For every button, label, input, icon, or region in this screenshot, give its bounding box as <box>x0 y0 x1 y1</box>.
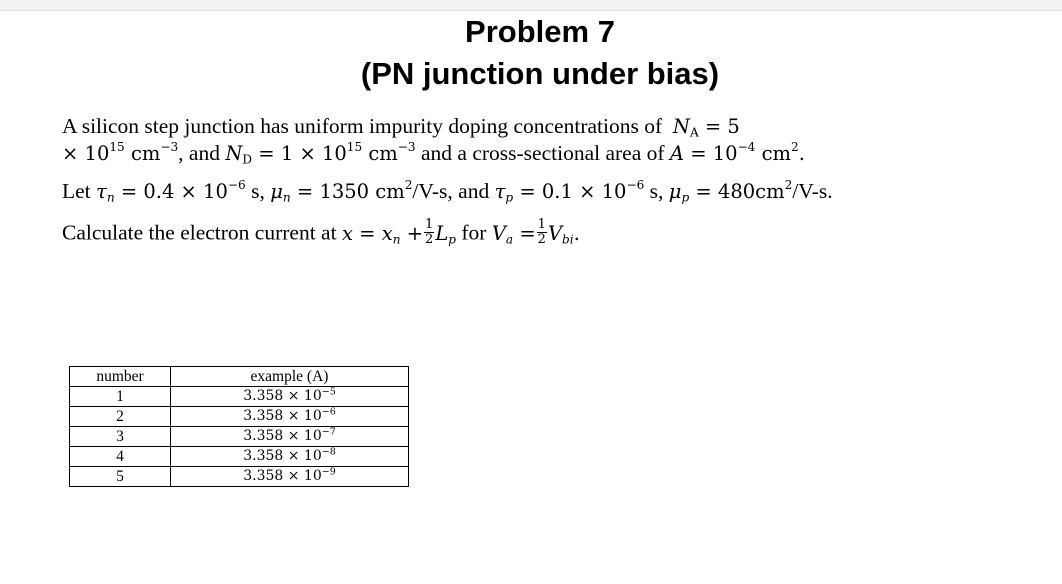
example-results-table <box>69 366 409 487</box>
problem-line-3: Let $\tau_n = 0.4 \times 10^{-6}$ s, $\mu_n = 1350$ $cm^2/V-s$, and $\tau_p = 0.1 \times 10^{-6}$ s, $\mu_p = 480cm^2/V-s$. <box>62 177 833 205</box>
row-value: $3.358 \times 10^{-7}$ <box>171 427 409 447</box>
problem-line-2: × $10^{15}$ $cm^{-3}$, and $N_D = 1 \times 10^{15}$ $cm^{-3}$ and a cross-sectional area of $A = 10^{-4}$ $cm^2$. <box>62 139 805 167</box>
problem-subtitle: (PN junction under bias) <box>360 56 720 91</box>
row-value: $3.358 \times 10^{-8}$ <box>171 447 409 467</box>
table-row <box>70 387 409 407</box>
column-header-number: number <box>70 367 171 387</box>
row-number: 4 <box>70 447 171 467</box>
na-expression: $N_A = 5$ <box>672 115 740 140</box>
area-expression: $A = 10^{-4}$ $cm^2$. <box>669 139 805 165</box>
half-fraction: $\frac{1}{2}$ <box>537 217 546 247</box>
top-strip <box>0 0 1062 11</box>
nd-expression: $N_D = 1 \times 10^{15}$ $cm^{-3}$ <box>225 139 416 167</box>
area-text: and a cross-sectional area of <box>420 141 665 165</box>
row-value: $3.358 \times 10^{-5}$ <box>171 387 409 407</box>
row-number: 5 <box>70 467 171 487</box>
mu-n-expression: $\mu_n = 1350$ $cm^2$ <box>270 177 413 205</box>
mu-p-expression: $\mu_p = 480cm^2$ <box>668 177 793 205</box>
tau-n-expression: $\tau_n = 0.4 \times 10^{-6}$ <box>96 177 246 205</box>
problem-line-1 <box>62 116 740 138</box>
table-row <box>70 407 409 427</box>
voltage-expression: $V_a$ = $\frac{1}{2}$ $V_{bi}$. <box>491 217 580 247</box>
row-number: 3 <box>70 427 171 447</box>
row-number: 2 <box>70 407 171 427</box>
problem-line-4: Calculate the electron current at $x = x_n$ + $\frac{1}{2}$ $L_p$ for $V_a$ = $\frac{1}{2}$ $V_{bi}$. <box>62 217 580 247</box>
table-row <box>70 447 409 467</box>
row-value: $3.358 \times 10^{-6}$ <box>171 407 409 427</box>
row-number: 1 <box>70 387 171 407</box>
na-exponent-expression: × $10^{15}$ $cm^{-3}$ <box>62 139 179 165</box>
table-row <box>70 467 409 487</box>
row-value: $3.358 \times 10^{-9}$ <box>171 467 409 487</box>
tau-p-expression: $\tau_p = 0.1 \times 10^{-6}$ <box>494 177 645 205</box>
line-1-text: A silicon step junction has uniform impurity doping concentrations of <box>62 114 663 138</box>
problem-title: Problem 7 <box>465 14 615 49</box>
column-header-example: example (A) <box>171 367 409 387</box>
table-header-row <box>70 367 409 387</box>
position-expression: $x = x_n$ + $\frac{1}{2}$ $L_p$ <box>341 217 456 247</box>
half-fraction: $\frac{1}{2}$ <box>425 217 434 247</box>
table-row <box>70 427 409 447</box>
